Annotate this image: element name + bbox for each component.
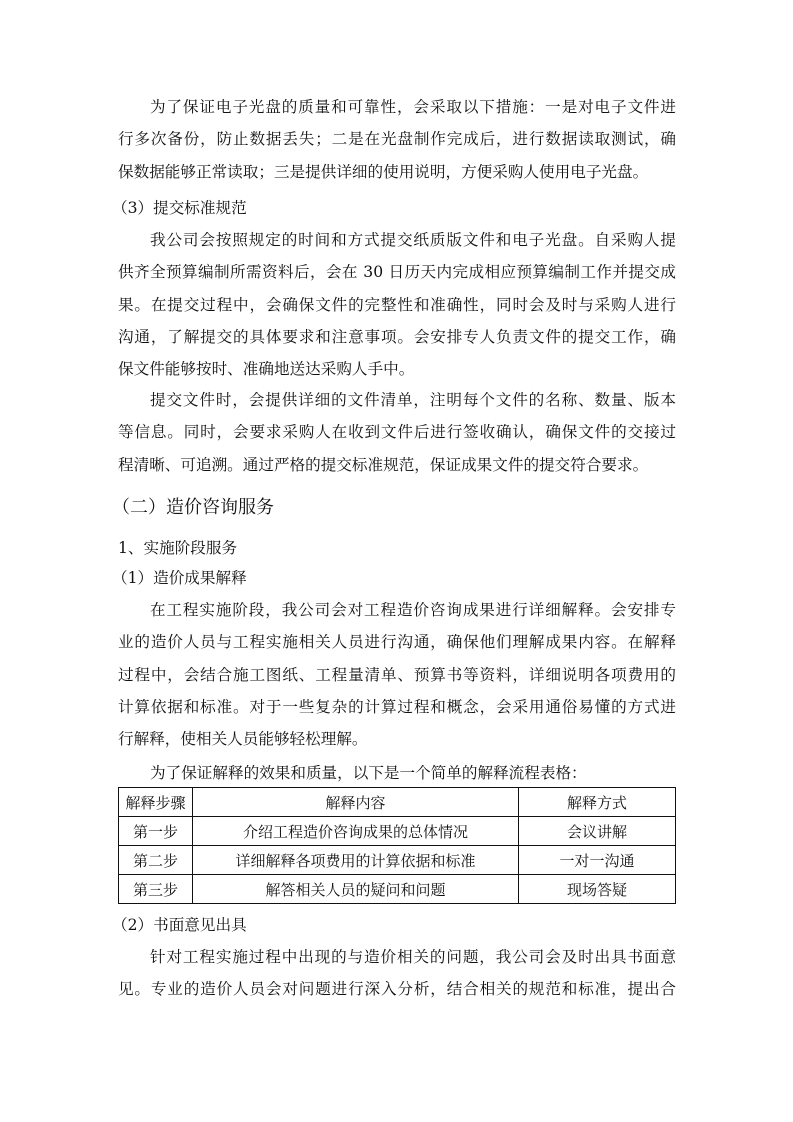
paragraph-submission bbox=[118, 224, 676, 385]
table-cell: 详细解释各项费用的计算依据和标准 bbox=[193, 846, 519, 875]
item-heading: （1）造价成果解释 bbox=[112, 569, 247, 587]
text-line: 保文件能够按时、准确地送达采购人手中。 bbox=[118, 360, 415, 379]
text-line: 行多次备份，防止数据丢失；二是在光盘制作完成后，进行数据读取测试，确 bbox=[118, 130, 676, 149]
table-cell: 介绍工程造价咨询成果的总体情况 bbox=[193, 817, 519, 846]
table-cell: 现场答疑 bbox=[519, 875, 676, 904]
text-line: 计算依据和标准。对于一些复杂的计算过程和概念，会采用通俗易懂的方式进 bbox=[118, 697, 676, 716]
explanation-table bbox=[118, 787, 676, 904]
table-intro: 为了保证解释的效果和质量，以下是一个简单的解释流程表格： bbox=[150, 764, 587, 782]
header-cell: 解释内容 bbox=[193, 788, 519, 817]
text-line: 行解释，使相关人员能够轻松理解。 bbox=[118, 730, 368, 749]
text-line: 在工程实施阶段，我公司会对工程造价咨询成果进行详细解释。会安排专 bbox=[150, 601, 676, 619]
header-cell: 解释方式 bbox=[519, 788, 676, 817]
text-line: 过程中，会结合施工图纸、工程量清单、预算书等资料，详细说明各项费用的 bbox=[118, 665, 676, 684]
paragraph-file-list bbox=[118, 384, 676, 481]
table-cell: 第一步 bbox=[119, 817, 193, 846]
text-line: 保数据能够正常读取；三是提供详细的使用说明，方便采购人使用电子光盘。 bbox=[118, 162, 649, 181]
text-line: 针对工程实施过程中出现的与造价相关的问题，我公司会及时出具书面意 bbox=[150, 948, 676, 966]
text-line: 业的造价人员与工程实施相关人员进行沟通，确保他们理解成果内容。在解释 bbox=[118, 633, 676, 652]
text-line: 供齐全预算编制所需资料后，会在 30 日历天内完成相应预算编制工作并提交成 bbox=[118, 263, 676, 282]
table-header-row bbox=[119, 788, 676, 817]
text-line: 程清晰、可追溯。通过严格的提交标准规范，保证成果文件的提交符合要求。 bbox=[118, 455, 649, 474]
text-line: 等信息。同时，会要求采购人在收到文件后进行签收确认，确保文件的交接过 bbox=[118, 423, 676, 442]
header-cell: 解释步骤 bbox=[119, 788, 193, 817]
paragraph-written-opinion bbox=[118, 941, 676, 1006]
text-line: 为了保证电子光盘的质量和可靠性，会采取以下措施：一是对电子文件进 bbox=[150, 98, 676, 116]
table-row bbox=[119, 817, 676, 846]
table-cell: 会议讲解 bbox=[519, 817, 676, 846]
table-cell: 一对一沟通 bbox=[519, 846, 676, 875]
paragraph-disc-quality bbox=[118, 91, 676, 188]
table-row bbox=[119, 875, 676, 904]
table-cell: 第三步 bbox=[119, 875, 193, 904]
text-line: 果。在提交过程中，会确保文件的完整性和准确性，同时会及时与采购人进行 bbox=[118, 295, 676, 314]
table-row bbox=[119, 846, 676, 875]
text-line: 我公司会按照规定的时间和方式提交纸质版文件和电子光盘。自采购人提 bbox=[150, 231, 676, 249]
text-line: 见。专业的造价人员会对问题进行深入分析，结合相关的规范和标准，提出合 bbox=[118, 980, 676, 999]
heading-submission-standard: （3）提交标准规范 bbox=[112, 199, 247, 217]
subsection-heading: 1、实施阶段服务 bbox=[118, 539, 238, 557]
text-line: 沟通，了解提交的具体要求和注意事项。会安排专人负责文件的提交工作，确 bbox=[118, 327, 676, 346]
item-heading: （2）书面意见出具 bbox=[112, 916, 247, 934]
section-heading: （二）造价咨询服务 bbox=[112, 497, 274, 518]
table-cell: 第二步 bbox=[119, 846, 193, 875]
text-line: 提交文件时，会提供详细的文件清单，注明每个文件的名称、数量、版本 bbox=[150, 391, 676, 409]
paragraph-explanation bbox=[118, 594, 676, 755]
table-cell: 解答相关人员的疑问和问题 bbox=[193, 875, 519, 904]
